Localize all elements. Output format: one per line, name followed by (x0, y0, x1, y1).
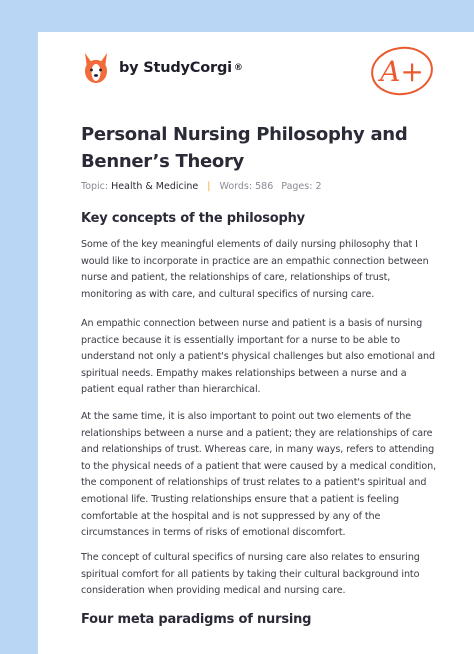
corgi-logo-icon (81, 51, 111, 85)
document-meta (81, 181, 322, 192)
grade-label: A+ (380, 55, 424, 88)
document-page (38, 32, 474, 654)
pages-label: Pages: (281, 181, 313, 192)
topic-link[interactable]: Health & Medicine (111, 181, 199, 192)
grade-a-plus-icon (366, 42, 440, 98)
topic-label: Topic: (81, 181, 109, 192)
paragraph: Some of the key meaningful elements of daily nursing philosophy that I would like to incorporate in practice are an empathic connection between nurse and patient, the relationships of care, relationships of trust, monitoring as with care, and cultural specifics of nursing care. (81, 239, 429, 300)
paragraph: The concept of cultural specifics of nursing care also relates to ensuring spiritual comfort for all patients by taking their cultural background into consideration when providing medical and nursing care. (81, 552, 420, 597)
pages-value: 2 (315, 181, 322, 192)
meta-separator: | (207, 181, 211, 192)
registered-mark: ® (233, 63, 243, 73)
words-label: Words: (219, 181, 253, 192)
document-title: Personal Nursing Philosophy and Benner’s Theory (81, 124, 408, 172)
brand-header (81, 50, 243, 86)
brand-name: by StudyCorgi (119, 60, 232, 76)
words-value: 586 (255, 181, 274, 192)
section-heading: Key concepts of the philosophy (81, 211, 305, 226)
paragraph: An empathic connection between nurse and patient is a basis of nursing practice because it is essentially important for a nurse to be able to understand not only a patient's physical challenges but also emotional and spiritual needs. Empathy makes relationships between a nurse and a patient equal rather than hierarchical. (81, 318, 435, 396)
paragraph: At the same time, it is also important to point out two elements of the relationships between a nurse and a patient; they are relationships of care and relationships of trust. Whereas care, in many ways, refers to attending to the physical needs of a patient that were caused by a medical condition, the component of relationships of trust relates to a patient's spiritual and emotional life. Trusting relationships ensure that a patient is feeling comfortable at the hospital and is not suppressed by any of the circumstances in terms of risks of emotional discomfort. (81, 411, 437, 539)
section-heading: Four meta paradigms of nursing (81, 612, 312, 627)
